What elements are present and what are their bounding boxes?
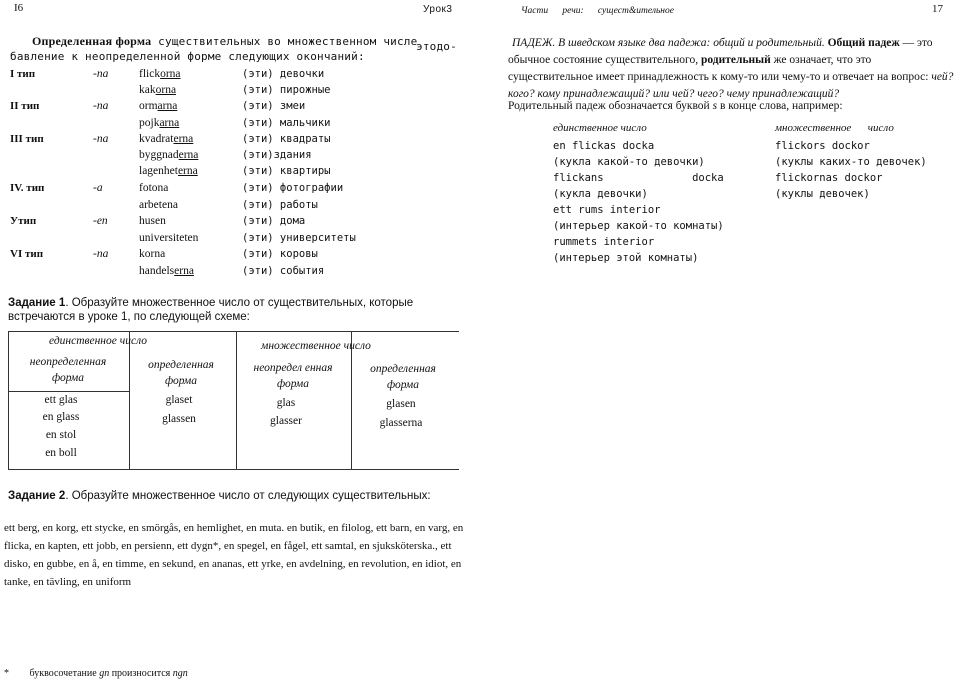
case-intro: ПАДЕЖ. В шведском языке два падежа: общий и родительный. [512,37,825,49]
noun-translation: (эти) работы [242,199,318,211]
noun-ending: arna [159,117,180,129]
running-title: Части речи: сущест&ительное [521,6,674,16]
noun-translation: (эти) квартиры [242,165,331,177]
task-2-text: . Образуйте множественное число от следующих существительных: [65,490,431,502]
page-number-left: I6 [14,2,24,14]
common-case-term: Общий падеж [824,37,900,49]
ending-suffix [93,147,131,163]
plural-noun [139,115,239,131]
ending-suffix: -na [93,248,109,260]
example-singular-line: (кукла какой-то девочки) [553,156,705,168]
noun-translation: (эти) девочки [242,68,325,80]
noun-stem: orm [139,100,158,112]
task-2-label: Задание 2 [8,490,66,502]
ending-type [10,197,70,213]
noun-stem: kak [139,84,156,96]
cell-indef-sg-2: en glass [42,411,80,423]
noun-translation: (эти) пирожные [242,84,331,96]
intro-tail: этодо- [416,40,457,53]
footnote-star: * [4,668,9,679]
ending-suffix: -na [93,68,109,80]
ending-suffix: -na [93,100,109,112]
genitive-text: Родительный падеж обозначается буквой [508,100,713,112]
cell-def-sg-1: glaset [165,394,193,406]
task-1-label: Задание 1 [8,297,66,309]
ending-type [10,163,70,179]
example-plural-line: flickornas dockor [775,172,883,184]
plural-noun [139,197,239,213]
noun-translation: (эти) коровы [242,248,318,260]
sub-indef-pl: неопредел енная форма [253,362,333,390]
cell-indef-pl-1: glas [276,397,296,409]
genitive-text-2: в конце слова, например: [717,100,843,112]
cell-indef-sg-1: ett glas [44,394,78,406]
noun-translation: (эти) квадраты [242,133,331,145]
noun-ending: erna [174,265,194,277]
noun-stem: flick [139,68,161,80]
noun-ending: orna [155,84,177,96]
plural-table [8,331,459,470]
footnote-mid: произносится [109,668,173,679]
example-plural-line: (куклы девочек) [775,188,870,200]
ending-suffix: -en [93,215,108,227]
noun-translation: (эти)здания [242,149,312,161]
genitive-letter: s [712,100,718,112]
ending-type [10,230,70,246]
noun-ending: erna [177,165,198,177]
noun-stem: pojk [139,117,160,129]
plural-noun [139,82,239,98]
intro-rest: существительных во множественном числе [151,35,418,48]
example-singular-line: rummets interior [553,236,655,248]
page-number-right: 17 [932,3,943,15]
footnote [4,668,188,679]
noun-stem: korna [139,248,166,260]
ending-suffix [93,263,131,279]
plural-noun [139,230,239,246]
noun-stem: universiteten [139,232,199,244]
noun-translation: (эти) университеты [242,232,356,244]
noun-ending: erna [178,149,199,161]
task-1 [8,296,458,324]
case-text-1: — это обычное состояние существительного, [508,37,933,66]
example-singular-line: flickans docka [553,172,724,184]
sub-indef-sg: неопределенная форма [29,356,107,384]
intro-line-1 [32,34,417,49]
example-plural-line: flickors dockor [775,140,870,152]
example-singular-line: (интерьер какой-то комнаты) [553,220,724,232]
cell-def-sg-2: glassen [162,413,196,425]
genitive-term: родительный [698,54,771,66]
plural-noun [139,180,239,196]
case-text-2: же означает, что это существительное имеет принадлежность к кому-то или чему-то и отвечает на вопрос: [508,54,929,83]
ending-type: VI тип [10,248,44,260]
cell-def-pl-2: glasserna [379,417,423,429]
noun-ending: arna [157,100,178,112]
noun-ending: orna [160,68,181,80]
example-singular-line: en flickas docka [553,140,655,152]
header-singular: единственное число [49,335,147,347]
ending-type: III тип [10,133,44,145]
examples-head-singular: единственное число [553,122,647,134]
plural-noun [139,263,239,279]
footnote-pre: буквосочетание [29,668,100,679]
sub-def-pl: определенная форма [370,363,436,391]
sub-def-sg: определенная форма [148,359,214,387]
noun-translation: (эти) змеи [242,100,306,112]
noun-stem: fotona [139,182,169,194]
ending-suffix [93,115,131,131]
example-singular-line: (кукла девочки) [553,188,648,200]
example-singular-line: (интерьер этой комнаты) [553,252,699,264]
footnote-ngn: ngn [172,668,188,679]
example-singular-line: ett rums interior [553,204,661,216]
ending-suffix: -na [93,133,109,145]
ending-suffix: -a [93,182,103,194]
ending-type [10,82,70,98]
case-questions: чей? кого? кому принадлежащий? или чей? чего? чему принадлежащий? [508,71,954,100]
noun-ending: erna [173,133,194,145]
ending-type: Утип [10,215,37,227]
genitive-paragraph [508,98,958,115]
task-2-words: ett berg, en korg, ett stycke, en smörgås, en hemlighet, en muta. en butik, en filolog, ett barn, en varg, en flicka, en kapten, ett jobb, en persienn, ett dygn*, en spegel, en fågel, ett samtal, en sjuksköterska., ett disko, en gubbe, en å, en timme, en sekund, en ananas, ett yrke, en avdelning, en revolution, en idiot, en tanke, en tävling, en uniform [4,522,464,588]
plural-noun [139,131,239,147]
noun-translation: (эти) фотографии [242,182,344,194]
case-paragraph [508,35,958,103]
noun-stem: byggnad [139,149,179,161]
ending-suffix [93,230,131,246]
footnote-gn: gn [99,668,110,679]
example-plural-line: (куклы каких-то девочек) [775,156,927,168]
noun-stem: handels [139,265,175,277]
plural-noun [139,213,239,229]
plural-noun [139,98,239,114]
noun-translation: (эти) события [242,265,325,277]
ending-type [10,115,70,131]
ending-type: IV. тип [10,182,45,194]
plural-noun [139,163,239,179]
ending-type: II тип [10,100,40,112]
ending-suffix [93,82,131,98]
ending-suffix [93,197,131,213]
ending-type [10,147,70,163]
plural-noun [139,66,239,82]
header-plural: множественное число [261,340,371,352]
lesson-header: Урок3 [423,4,453,15]
noun-translation: (эти) мальчики [242,117,331,129]
plural-noun [139,246,239,262]
cell-def-pl-1: glasen [386,398,416,410]
plural-noun [139,147,239,163]
noun-translation: (эти) дома [242,215,306,227]
intro-bold: Определенная форма [32,34,152,48]
ending-type: I тип [10,68,36,80]
cell-indef-pl-2: glasser [270,415,302,427]
examples-head-plural: множественное число [775,122,894,134]
cell-indef-sg-3: en stol [45,429,77,441]
ending-type [10,263,70,279]
noun-stem: lagenhet [139,165,178,177]
noun-stem: arbetena [139,199,178,211]
cell-indef-sg-4: en boll [45,447,77,459]
noun-stem: kvadrat [139,133,174,145]
ending-suffix [93,163,131,179]
noun-stem: husen [139,215,166,227]
intro-line-2: бавление к неопределенной форме следующих окончаний: [10,50,365,63]
task-1-text: . Образуйте множественное число от существительных, которые встречаются в уроке 1, по следующей схеме: [8,297,414,323]
task-2 [8,489,458,503]
